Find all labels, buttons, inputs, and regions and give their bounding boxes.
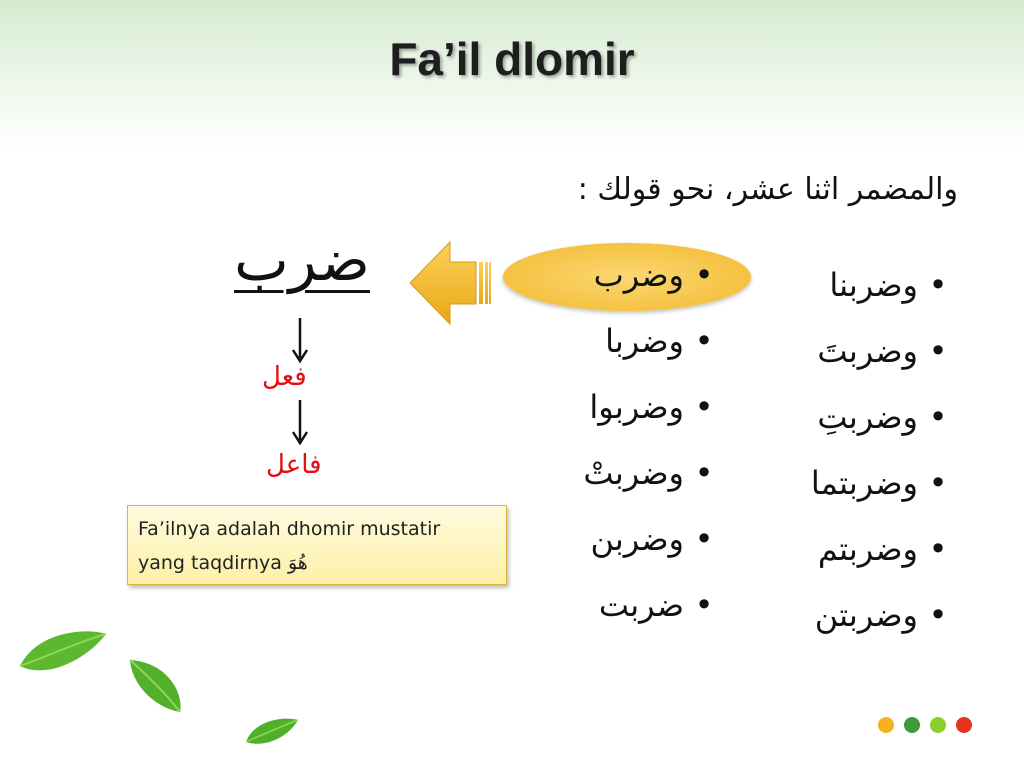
root-word: ضرب bbox=[234, 226, 370, 294]
bullet-icon: • bbox=[694, 520, 714, 558]
list-item bbox=[698, 582, 958, 648]
intro-line: والمضمر اثنا عشر، نحو قولك : bbox=[577, 172, 958, 207]
dot-lime bbox=[930, 717, 946, 733]
list-item-text: وضربتم bbox=[817, 530, 918, 568]
list-item-text: وضربتَ bbox=[817, 332, 918, 370]
slide-title: Fa’il dlomir bbox=[389, 33, 635, 85]
note-line-1: Fa’ilnya adalah dhomir mustatir bbox=[138, 518, 441, 540]
bullet-icon: • bbox=[928, 596, 948, 634]
list-item-text: وضربنا bbox=[829, 266, 918, 304]
color-dots bbox=[878, 717, 982, 733]
list-item bbox=[464, 440, 724, 506]
bullet-icon: • bbox=[694, 256, 714, 294]
list-item-text: وضربا bbox=[605, 322, 684, 360]
bullet-icon: • bbox=[928, 266, 948, 304]
list-item-text: وضربتْ bbox=[583, 454, 684, 492]
list-item-text: وضربتما bbox=[810, 464, 918, 502]
note-box bbox=[127, 505, 507, 585]
block-arrow-left-icon bbox=[410, 240, 492, 326]
bullet-icon: • bbox=[928, 530, 948, 568]
dot-green bbox=[904, 717, 920, 733]
leaf-icon bbox=[18, 628, 108, 678]
bullet-icon: • bbox=[928, 332, 948, 370]
list-item-text: وضربتِ bbox=[817, 398, 918, 436]
list-item bbox=[698, 516, 958, 582]
down-arrow-icon bbox=[290, 400, 310, 446]
bullet-icon: • bbox=[694, 454, 714, 492]
bullet-icon: • bbox=[694, 322, 714, 360]
conjugation-list-right bbox=[698, 252, 958, 648]
list-item bbox=[698, 450, 958, 516]
list-item-text: وضربوا bbox=[589, 388, 684, 426]
fiil-label: فعل bbox=[262, 362, 307, 392]
list-item bbox=[698, 318, 958, 384]
bullet-icon: • bbox=[694, 388, 714, 426]
list-item-text: وضربتن bbox=[814, 596, 918, 634]
fail-label: فاعل bbox=[266, 450, 322, 480]
dot-orange bbox=[878, 717, 894, 733]
list-item bbox=[464, 308, 724, 374]
down-arrow-icon bbox=[290, 318, 310, 364]
bullet-icon: • bbox=[694, 586, 714, 624]
list-item-highlighted bbox=[464, 242, 724, 308]
list-item bbox=[464, 374, 724, 440]
bullet-icon: • bbox=[928, 398, 948, 436]
dot-red bbox=[956, 717, 972, 733]
leaf-icon bbox=[126, 656, 186, 714]
list-item-text: وضربن bbox=[590, 520, 684, 558]
leaf-icon bbox=[244, 716, 300, 746]
note-line-2: yang taqdirnya هُوَ bbox=[138, 552, 308, 574]
list-item bbox=[698, 384, 958, 450]
list-item-text: وضرب bbox=[593, 256, 684, 294]
list-item-text: ضربت bbox=[598, 586, 684, 624]
bullet-icon: • bbox=[928, 464, 948, 502]
